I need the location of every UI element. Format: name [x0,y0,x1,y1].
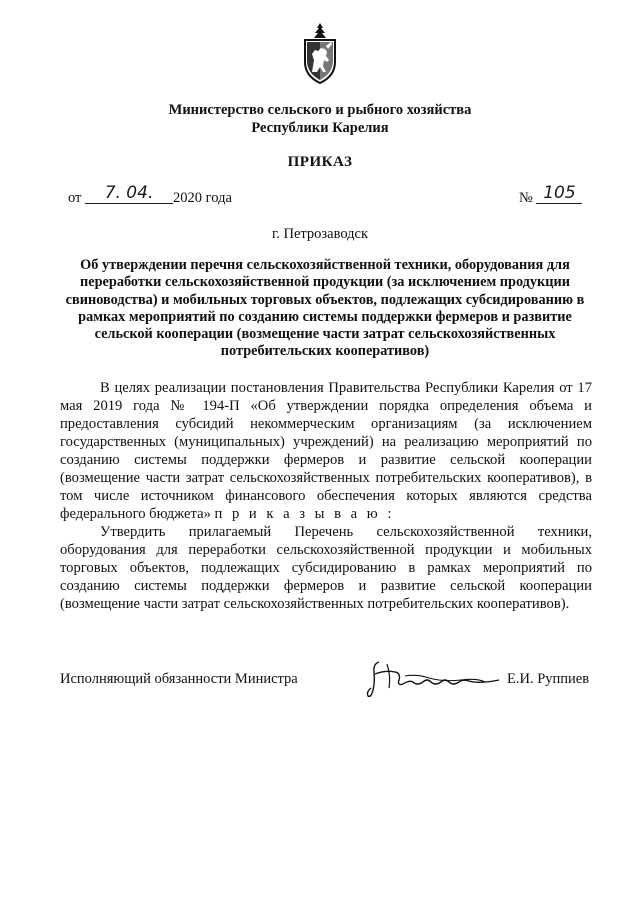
city: г. Петрозаводск [271,226,369,242]
order-body [60,379,592,613]
body-paragraph-2: Утвердить прилагаемый Перечень сельскохозяйственной техники, оборудования для переработки сельскохозяйственной продукции и мобильных торговых объектов, подлежащих субсидированию в рамках мероприятий по созданию системы поддержки фермеров и развитие сельской кооперации (возмещение части затрат сельскохозяйственных потребительских кооперативов). [60,524,592,612]
order-subject: Об утверждении перечня сельскохозяйственной техники, оборудования для переработки сельскохозяйственной продукции (за исключением продукции свиноводства) и мобильных торговых объектов, подлежащих субсидированию в рамках мероприятий по созданию системы поддержки фермеров и развитие сельской кооперации (возмещение части затрат сельскохозяйственных потребительских кооперативов) [65,257,585,360]
signer-name: Е.И. Руппиев [507,671,590,687]
date-handwritten: 7. 04. [104,183,154,203]
body-paragraph-1 [60,379,592,523]
ministry-line-2: Республики Карелия [251,120,389,136]
order-title: ПРИКАЗ [287,154,353,170]
ministry-name [0,101,640,137]
date-handwritten-field [85,183,173,204]
ministry-line-1: Министерство сельского и рыбного хозяйства [168,102,472,118]
date-suffix: 2020 года [173,190,232,206]
number-handwritten: 105 [543,183,576,203]
order-number [519,183,582,207]
signer-position: Исполняющий обязанности Министра [60,671,298,687]
number-handwritten-field [536,183,582,204]
order-date [68,183,232,207]
karelia-coat-of-arms-icon [300,22,340,84]
order-verb: п р и к а з ы в а ю : [214,506,395,522]
number-prefix: № [519,190,533,206]
handwritten-signature-icon [365,658,505,700]
date-prefix: от [68,190,82,206]
body-paragraph-1-text: В целях реализации постановления Правительства Республики Карелия от 17 мая 2019 года № 194-П «Об утверждении порядка определения объема и предоставления субсидий некоммерческим организациям (за исключением государственных (муниципальных) учреждений) на реализацию мероприятий по созданию системы поддержки фермеров и развитие сельской кооперации (возмещение части затрат сельскохозяйственных потребительских кооперативов), в том числе источником финансового обеспечения которых являются средства федерального бюджета» [60,380,592,522]
